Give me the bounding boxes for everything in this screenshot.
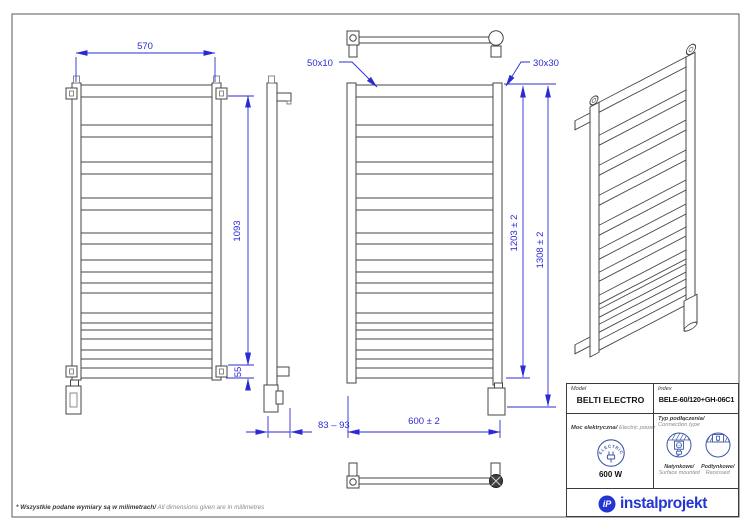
radiator-rung bbox=[356, 162, 493, 174]
connection-label-pl: Typ podłączenia/ bbox=[658, 416, 705, 422]
instalprojekt-logo-icon bbox=[598, 495, 616, 513]
heating-element-side bbox=[264, 385, 283, 412]
bracket-3d bbox=[575, 113, 590, 130]
dimension-1093 bbox=[228, 96, 254, 365]
radiator-rung bbox=[356, 260, 493, 272]
radiator-rung bbox=[356, 233, 493, 244]
radiator-rung bbox=[356, 198, 493, 210]
footnote-pl: * Wszystkie podane wymiary są w milimetrach/ bbox=[16, 504, 156, 511]
recessed-icon bbox=[704, 431, 732, 459]
heating-element bbox=[488, 383, 505, 415]
svg-text:iP: iP bbox=[602, 498, 612, 509]
radiator-rung bbox=[81, 260, 212, 272]
svg-text:ELECTRIC: ELECTRIC bbox=[597, 443, 624, 456]
footnote-en: All dimensions given are in millimetres bbox=[156, 504, 265, 511]
surface-label-pl: Natynkowe/ bbox=[664, 464, 695, 470]
plug-icon bbox=[607, 452, 614, 463]
radiator-rung bbox=[356, 330, 493, 339]
connection-label-en: Connection type bbox=[658, 422, 700, 428]
title-block-detail-row bbox=[567, 413, 738, 489]
label-30x30 bbox=[506, 58, 559, 86]
radiator-rung bbox=[356, 283, 493, 293]
power-label-pl: Moc elektryczna/ bbox=[571, 425, 618, 431]
side-view bbox=[264, 76, 291, 412]
power-label-en: Electric power bbox=[617, 425, 656, 431]
footnote bbox=[16, 504, 264, 511]
dimension-83-93 bbox=[246, 408, 350, 438]
radiator-rung bbox=[81, 350, 212, 359]
radiator-rung bbox=[356, 350, 493, 359]
radiator-rung bbox=[81, 368, 212, 378]
label-50x10 bbox=[307, 58, 377, 87]
svg-text:600 ± 2: 600 ± 2 bbox=[408, 416, 440, 427]
radiator-rung bbox=[81, 162, 212, 174]
radiator-rung bbox=[356, 313, 493, 323]
model-value: BELTI ELECTRO bbox=[576, 395, 645, 405]
tube-cap bbox=[214, 76, 220, 83]
brand-logo-text: instalprojekt bbox=[620, 494, 707, 512]
svg-text:30x30: 30x30 bbox=[533, 58, 559, 69]
dimension-600 bbox=[348, 396, 500, 438]
dimension-55 bbox=[226, 353, 254, 390]
side-bracket-bottom bbox=[277, 367, 289, 376]
radiator-rung bbox=[81, 233, 212, 244]
radiator-rung bbox=[81, 283, 212, 293]
radiator-rung bbox=[356, 368, 493, 378]
svg-text:50x10: 50x10 bbox=[307, 58, 333, 69]
svg-text:83 – 93: 83 – 93 bbox=[318, 420, 350, 431]
radiator-rung bbox=[81, 313, 212, 323]
perspective-view bbox=[575, 42, 697, 390]
radiator-rung bbox=[356, 125, 493, 137]
radiator-rung bbox=[81, 198, 212, 210]
recessed-label-pl: Podtynkowe/ bbox=[701, 464, 735, 470]
side-bracket-top bbox=[277, 93, 291, 101]
bracket-3d bbox=[575, 337, 590, 354]
heating-element bbox=[66, 380, 81, 414]
power-value: 600 W bbox=[598, 470, 623, 479]
bottom-view bbox=[347, 463, 503, 488]
svg-text:570: 570 bbox=[137, 41, 153, 52]
radiator-rung bbox=[81, 330, 212, 339]
svg-text:1093: 1093 bbox=[232, 220, 243, 242]
title-block bbox=[566, 383, 739, 517]
svg-text:1203 ± 2: 1203 ± 2 bbox=[509, 214, 520, 252]
dimension-570 bbox=[76, 41, 215, 82]
top-view bbox=[347, 31, 503, 57]
model-label: Model bbox=[571, 386, 587, 392]
front-view-left bbox=[66, 76, 227, 414]
tube-cap bbox=[74, 76, 80, 83]
title-block-header-row bbox=[567, 384, 738, 413]
electric-badge-icon bbox=[594, 436, 628, 470]
brand-logo bbox=[567, 489, 738, 518]
surface-label-en: Surface mounted bbox=[658, 470, 700, 477]
recessed-label-en: Recessed bbox=[705, 470, 730, 477]
heating-element-3d bbox=[684, 294, 697, 333]
svg-text:1308 ± 2: 1308 ± 2 bbox=[535, 231, 546, 269]
radiator-rung bbox=[81, 85, 212, 97]
surface-mounted-icon bbox=[665, 431, 693, 459]
index-label: Index bbox=[658, 386, 672, 392]
svg-text:55: 55 bbox=[233, 366, 244, 378]
front-view-right bbox=[347, 83, 505, 415]
index-value: BELE-60/120+GH-06C1 bbox=[658, 395, 735, 404]
element-cap-top bbox=[489, 31, 503, 45]
radiator-rung bbox=[81, 125, 212, 137]
